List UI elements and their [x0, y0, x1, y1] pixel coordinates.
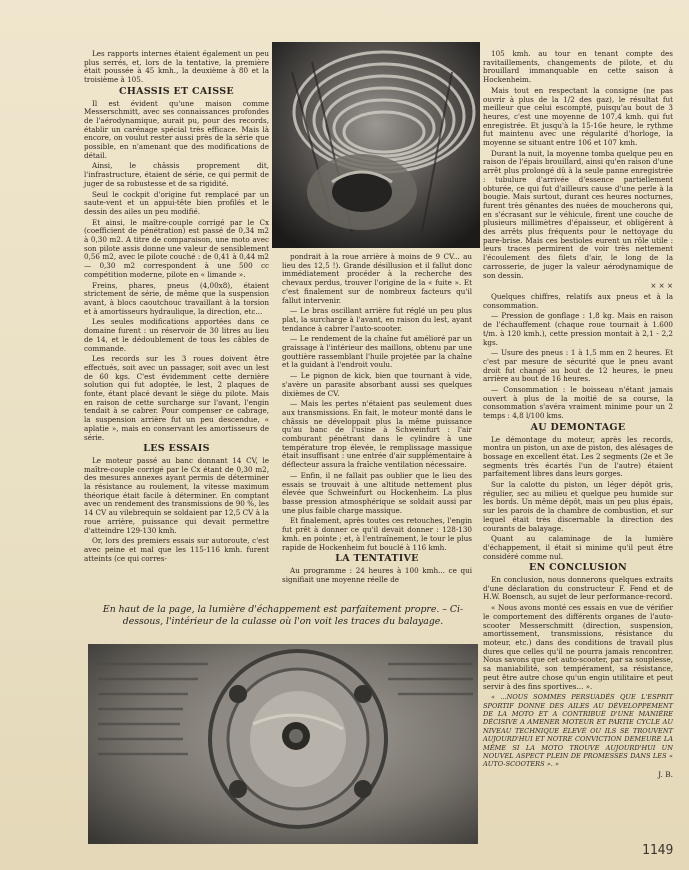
cylinder-head-photo	[88, 644, 478, 844]
paragraph: — Le pignon de kick, bien que tournant à vide, s'avère un parasite absorbant aussi ses quelques dixièmes de CV.	[282, 371, 472, 398]
photo-caption: En haut de la page, la lumière d'échappement est parfaitement propre. – Ci-dessous, l'intérieur de la culasse où l'on voit les traces du balayage.	[102, 604, 464, 627]
column-3	[483, 49, 673, 779]
heading-essais: LES ESSAIS	[143, 443, 210, 455]
intro-paragraph: Les rapports internes étaient également un peu plus serrés, et, lors de la tentative, la première était poussée à 45 kmh., la deuxième à 80 et la troisième à 105.	[84, 49, 269, 85]
paragraph: — Enfin, il ne fallait pas oublier que le lieu des essais se trouvait à une altitude nettement plus élevée que Schweinfurt ou Hockenheim. La plus basse pression atmosphérique se soldait aussi par une plus faible charge massique.	[282, 470, 472, 515]
paragraph: Au programme : 24 heures à 100 kmh... ce qui signifiait une moyenne réelle de	[282, 565, 472, 584]
paragraph: « Nous avons monté ces essais en vue de vérifier le comportement des différents organes de l'auto-scooter Messerschmitt (direction, suspension, amortissement, transmissions, résistance du moteur, etc.) dans des conditions de travail plus dures que celles qu'il ne pourra jamais rencontrer. Nous savons que cet auto-scooter, par sa souplesse, sa maniabilité, son tempérament, sa résistance, peut être autre chose qu'un engin utilitaire et peut servir à des fins sportives... ».	[483, 603, 673, 691]
paragraph: Quant au calaminage de la lumière d'échappement, il était si minime qu'il peut être considéré comme nul.	[483, 534, 673, 561]
paragraph: Le démontage du moteur, après les records, montra un piston, un axe de piston, des alésages de bossage en excellent état. Les 2 segments (2e et 3e segments très écartés l'un de l'autre) étaient parfaitement libres dans leurs gorges.	[483, 434, 673, 479]
section-separator: × × ×	[650, 281, 673, 291]
paragraph: Ainsi, le châssis proprement dit, l'infrastructure, étaient de série, ce qui permit de juger de sa robustesse et de sa rigidité.	[84, 161, 269, 188]
paragraph: Sur la calotte du piston, un léger dépôt gris, régulier, sec au milieu et quelque peu humide sur les bords. Un même dépôt, mais un peu plus épais, sur les parois de la chambre de combustion, et sur lequel était très discernable la direction des courants de balayage.	[483, 480, 673, 533]
paragraph: Les seules modifications apportées dans ce domaine furent : un réservoir de 30 litres au lieu de 14, et le dédoublement de tous les câbles de commande.	[84, 317, 269, 353]
paragraph: Il est évident qu'une maison comme Messerschmitt, avec ses connaissances profondes de l'aérodynamique, aurait pu, pour des records, établir un carénage spécial très efficace. Mais là encore, on voulut rester aussi près de la série que possible, en n'amenant que des modifications de détail.	[84, 98, 269, 160]
page-number: 1149	[642, 843, 674, 858]
paragraph: Le moteur passé au banc donnant 14 CV, le maître-couple corrigé par le Cx étant de 0,30 m2, des mesures annexes ayant permis de déterminer la résistance au roulement, la vitesse maximum théorique était facile à déterminer. En comptant avec un rendement des transmissions de 90 %, les 14 CV au vilebrequin se soldaient par 12,5 CV à la roue arrière, puissance qui devait permettre d'atteindre 129-130 kmh.	[84, 455, 269, 535]
heading-tentative: LA TENTATIVE	[335, 553, 419, 565]
paragraph: — Le rendement de la chaîne fut amélioré par un graissage à l'intérieur des maillons, obtenu par une gouttière rassemblant l'huile projetée par la chaîne et la guidant à l'endroit voulu.	[282, 334, 472, 370]
author-signature: J. B.	[658, 769, 673, 779]
paragraph: — Pression de gonflage : 1,8 kg. Mais en raison de l'échauffement (chaque roue tournait à 1.600 t/m. à 120 kmh.), cette pression montait à 2,1 - 2,2 kgs.	[483, 311, 673, 347]
heading-chassis: CHASSIS ET CAISSE	[119, 85, 234, 97]
paragraph: — Le bras oscillant arrière fut réglé un peu plus plat, la surcharge à l'avant, en raison du lest, ayant tendance à cabrer l'auto-scooter.	[282, 306, 472, 333]
paragraph: Seul le cockpit d'origine fut remplacé par un saute-vent et un appui-tête bien profilés et le dessin des ailes un peu modifié.	[84, 189, 269, 216]
paragraph: — Consommation : le boisseau n'étant jamais ouvert à plus de la moitié de sa course, la consommation s'avéra vraiment minime pour un 2 temps : 4,8 l/100 kms.	[483, 385, 673, 421]
paragraph: 105 kmh. au tour en tenant compte des ravitaillements, changements de pilote, et du brouillard immanquable en cette saison à Hockenheim.	[483, 49, 673, 85]
paragraph: Or, lors des premiers essais sur autoroute, c'est avec peine et mal que les 115-116 kmh. furent atteints (ce qui corres-	[84, 536, 269, 563]
cylinder-photo	[272, 42, 480, 248]
paragraph: Mais tout en respectant la consigne (ne pas ouvrir à plus de la 1/2 des gaz), le résultat fut meilleur que celui escompté, puisqu'au bout de 3 heures, c'est une moyenne de 107,4 kmh. qui fut enregistrée. Et jusqu'à la 15-16e heure, le rythme fut maintenu avec une régularité d'horloge, la moyenne se situant entre 106 et 107 kmh.	[483, 85, 673, 148]
paragraph: En conclusion, nous donnerons quelques extraits d'une déclaration du constructeur F. Fend et de H.W. Boensch, au sujet de leur performance-record.	[483, 575, 673, 602]
heading-conclusion: EN CONCLUSION	[529, 562, 627, 574]
pull-quote: « ...NOUS SOMMES PERSUADÉS QUE L'ESPRIT SPORTIF DONNE DES AILES AU DÉVELOPPEMENT DE LA MOTO ET A CONTRIBUÉ D'UNE MANIÈRE DÉCISIVE A AMENER MOTEUR ET PARTIE CYCLE AU NIVEAU TECHNIQUE ÉLEVÉ OU ILS SE TROUVENT AUJOURD'HUI ET NOTRE CONVICTION DEMEURE LA MÊME SI LA MOTO TROUVE AUJOURD'HUI UN NOUVEL ASPECT PLEIN DE PROMESSES DANS LES « AUTO-SCOOTERS ». »	[483, 693, 673, 769]
paragraph: Les records sur les 3 roues doivent être effectués, soit avec un passager, soit avec un lest de 60 kgs. C'est évidemment cette dernière solution qui fut adoptée, le lest, 2 plaques de fonte, étant placé devant le siège du pilote. Mais en raison de cette surcharge sur l'avant, l'engin tendait à se cabrer. Pour compenser ce cabrage, la suspension arrière fut un peu descendue, « aplatie », mais en conservant les amortisseurs de série.	[84, 354, 269, 442]
column-1	[84, 50, 269, 603]
paragraph: — Mais les pertes n'étaient pas seulement dues aux transmissions. En fait, le moteur monté dans le châssis ne développait plus la même puissance qu'au banc de l'usine à Schweinfurt : l'air comburant pénétrant dans le cylindre à une température trop élevée, le remplissage massique était insuffisant : une entrée d'air supplémentaire à déflecteur assura la fraîche ventilation nécessaire.	[282, 399, 472, 470]
paragraph: Quelques chiffres, relatifs aux pneus et à la consommation.	[483, 291, 673, 310]
paragraph: pondrait à la roue arrière à moins de 9 CV... au lieu des 12,5 !). Grande désillusion et il fallut donc immédiatement procéder à la recherche des chevaux perdus, trouver l'origine de la « fuite ». Et c'est finalement sur de nombreux facteurs qu'il fallut intervenir.	[282, 252, 472, 305]
column-2	[282, 253, 472, 593]
paragraph: — Usure des pneus : 1 à 1,5 mm en 2 heures. Et c'est par mesure de sécurité que le pneu avant droit fut changé au bout de 12 heures, le pneu arrière au bout de 16 heures.	[483, 348, 673, 384]
paragraph: Et ainsi, le maître-couple corrigé par le Cx (coefficient de pénétration) est passé de 0,34 m2 à 0,30 m2. A titre de comparaison, une moto avec son pilote assis donne une valeur de sensiblement 0,56 m2, avec le pilote couché : de 0,41 à 0,44 m2 — 0,30 m2 correspondent à une 500 cc compétition moderne, pilote en « limande ».	[84, 217, 269, 279]
paragraph: Freins, phares, pneus (4,00x8), étaient strictement de série, de même que la suspension avant, à blocs caoutchouc travaillant à la torsion et à amortisseurs hydraulique, la direction, etc...	[84, 280, 269, 316]
paragraph: Et finalement, après toutes ces retouches, l'engin fut prêt à donner ce qu'il devait donner : 128-130 kmh. en pointe ; et, à l'entraînement, le tour le plus rapide de Hockenheim fut bouclé à 116 kmh.	[282, 516, 472, 552]
heading-demontage: AU DEMONTAGE	[530, 421, 626, 433]
paragraph: Durant la nuit, la moyenne tomba quelque peu en raison de l'épais brouillard, ainsi qu'en raison d'une arrêt plus prolongé dû à la seule panne enregistrée : tubulure d'arrivée d'essence partiellement obturée, ce qui fut d'ailleurs cause d'une perle à la bougie. Mais surtout, durant ces heures nocturnes, furent très gênantes des nuées de moucherons qui, en s'écrasant sur le véhicule, firent une couche de plusieurs millimètres d'épaisseur, et obligèrent à des arrêts plus fréquents pour le nettoyage du pare-brise. Mais ces bestioles eurent un rôle utile : leurs traces permirent de voir très nettement l'écoulement des filets d'air, le long de la carrosserie, de juger la valeur aérodynamique de son dessin.	[483, 148, 673, 280]
